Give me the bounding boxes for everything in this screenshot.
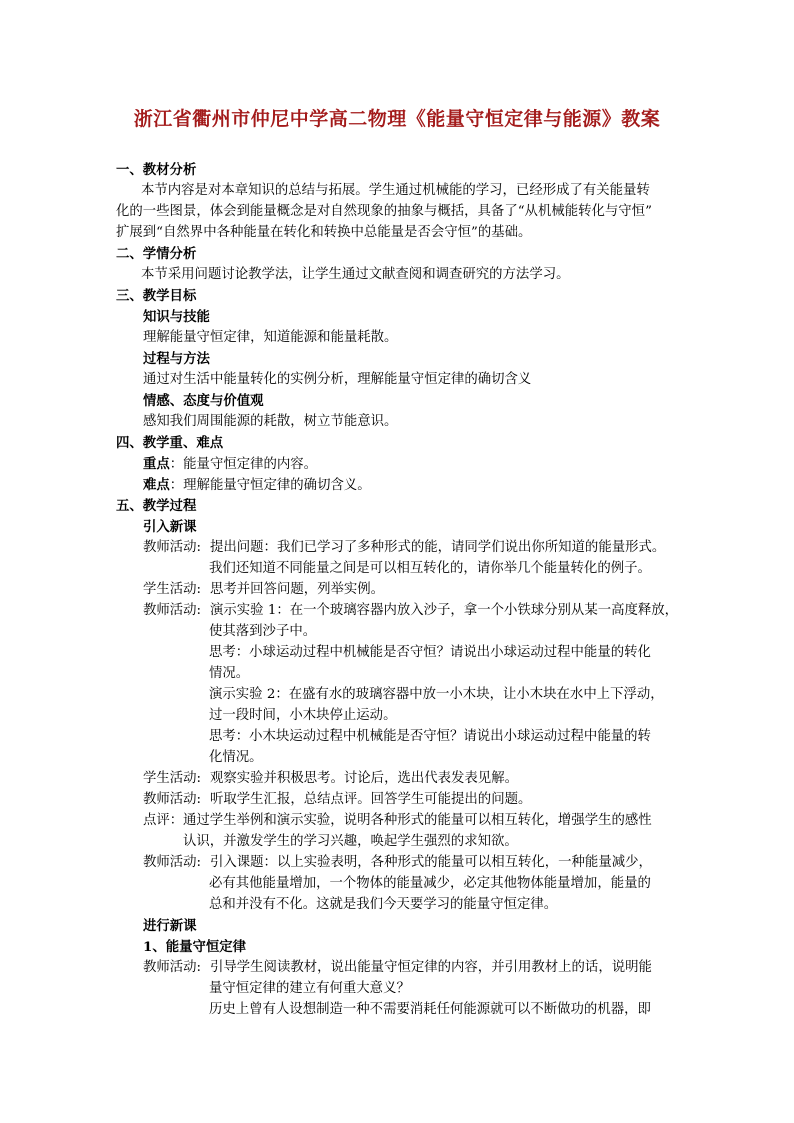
activity-continuation: 历史上曾有人设想制造一种不需要消耗任何能源就可以不断做功的机器，即 [209,1002,651,1017]
paragraph-line: 扩展到“自然界中各种能量在转化和转换中总能量是否会守恒”的基础。 [116,225,532,240]
comment-label: 点评： [143,813,184,828]
activity-label: 教师活动: [143,540,202,555]
activity-continuation: 量守恒定律的建立有何重大意义？ [209,981,410,996]
document-title: 浙江省衢州市仲尼中学高二物理《能量守恒定律与能源》教案 [133,108,661,130]
activity-text: 听取学生汇报，总结点评。回答学生可能提出的问题。 [210,792,532,807]
difficulty-text: ：理解能量守恒定律的确切含义。 [169,478,371,493]
activity-text: 演示实验 1：在一个玻璃容器内放入沙子，拿一个小铁球分别从某一高度释放， [210,603,679,618]
activity-continuation: 必有其他能量增加，一个物体的能量减少，必定其他物体能量增加，能量的 [209,876,651,891]
difficulty-line [143,475,371,496]
activity-text: 引导学生阅读教材，说出能量守恒定律的内容，并引用教材上的话，说明能 [210,960,652,975]
section-heading-student-analysis: 二、学情分析 [116,246,197,262]
activity-label: 教师活动: [143,792,202,807]
subheading-process-method: 过程与方法 [143,351,210,367]
activity-continuation: 化情况。 [209,750,263,765]
activity-text: 观察实验并积极思考。讨论后，选出代表发表见解。 [210,771,518,786]
subheading-introduction: 引入新课 [143,519,197,535]
activity-continuation: 演示实验 2：在盛有水的玻璃容器中放一小木块，让小木块在水中上下浮动， [209,687,664,702]
goal-text: 通过对生活中能量转化的实例分析，理解能量守恒定律的确切含义 [143,372,532,387]
activity-line [143,769,518,790]
activity-continuation: 思考：小木块运动过程中机械能是否守恒？请说出小球运动过程中能量的转 [209,729,651,744]
activity-line [143,601,678,622]
activity-continuation: 总和并没有不化。这就是我们今天要学习的能量守恒定律。 [209,897,558,912]
paragraph-line: 化的一些图景，体会到能量概念是对自然现象的抽象与概括，具备了“从机械能转化与守恒” [116,204,652,219]
section-heading-textbook-analysis: 一、教材分析 [116,162,197,178]
activity-continuation: 使其落到沙子中。 [209,624,317,639]
paragraph-line: 本节采用问题讨论教学法，让学生通过文献查阅和调查研究的方法学习。 [141,267,570,282]
activity-continuation: 思考：小球运动过程中机械能是否守恒？请说出小球运动过程中能量的转化 [209,645,651,660]
goal-text: 理解能量守恒定律，知道能源和能量耗散。 [143,330,398,345]
activity-text: 提出问题：我们已学习了多种形式的能，请同学们说出你所知道的能量形式。 [210,540,666,555]
subheading-new-lesson: 进行新课 [143,918,197,934]
activity-line [143,958,652,979]
goal-text: 感知我们周围能源的耗散，树立节能意识。 [143,414,398,429]
subheading-energy-conservation: 1、能量守恒定律 [143,939,247,955]
activity-line [143,790,531,811]
activity-continuation: 我们还知道不同能量之间是可以相互转化的，请你举几个能量转化的例子。 [209,561,651,576]
difficulty-label: 难点 [143,477,170,493]
comment-text: 通过学生举例和演示实验，说明各种形式的能量可以相互转化，增强学生的感性 [183,813,652,828]
section-heading-key-points: 四、教学重、难点 [116,435,224,451]
key-point-text: ：能量守恒定律的内容。 [169,457,318,472]
activity-line [143,580,384,601]
activity-label: 教师活动: [143,855,202,870]
activity-line [143,538,665,559]
section-heading-teaching-process: 五、教学过程 [116,498,197,514]
key-point-line [143,454,317,475]
subheading-knowledge-skills: 知识与技能 [143,309,210,325]
subheading-attitude-values: 情感、态度与价值观 [143,393,264,409]
activity-continuation: 过一段时间，小木块停止运动。 [209,708,397,723]
section-heading-teaching-goals: 三、教学目标 [116,288,197,304]
activity-text: 思考并回答问题，列举实例。 [210,582,385,597]
activity-label: 学生活动: [143,771,202,786]
paragraph-line: 本节内容是对本章知识的总结与拓展。学生通过机械能的学习，已经形成了有关能量转 [141,183,650,198]
comment-line [143,811,652,832]
activity-continuation: 情况。 [209,666,250,681]
activity-label: 教师活动: [143,603,202,618]
activity-line [143,853,652,874]
comment-continuation: 认识，并激发学生的学习兴趣，唤起学生强烈的求知欲。 [183,834,518,849]
activity-label: 教师活动: [143,960,202,975]
key-point-label: 重点 [143,456,170,472]
activity-label: 学生活动: [143,582,202,597]
activity-text: 引入课题：以上实验表明，各种形式的能量可以相互转化，一种能量减少， [210,855,652,870]
